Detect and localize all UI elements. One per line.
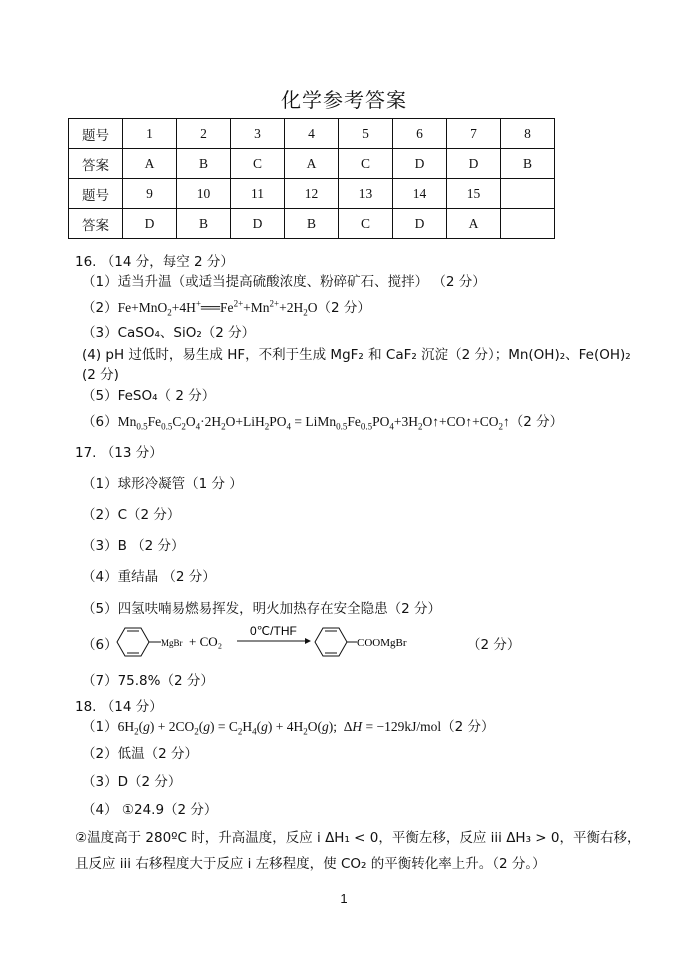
q18-part2: （2）低温（2 分）	[82, 746, 198, 762]
table-cell: 3	[231, 119, 285, 149]
reaction-condition: 0℃/THF	[250, 624, 297, 638]
row-label: 答案	[69, 209, 123, 239]
table-cell: D	[123, 209, 177, 239]
q16-part2: $(2)Fe+MnO_2+4H^+══Fe^{2+}+Mn^{2+}+2H_2O(2$ 分）	[82, 298, 371, 318]
table-cell: B	[177, 209, 231, 239]
page-title: 化学参考答案	[281, 88, 407, 112]
table-cell: D	[393, 209, 447, 239]
table-cell: 13	[339, 179, 393, 209]
table-cell: 14	[393, 179, 447, 209]
q16-part6: $(6)Mn_{0.5}Fe_{0.5}C_2O_4\cdot 2H_2O+LiH_2PO_4$ = $LiMn_{0.5}Fe_{0.5}PO_4+3H_2O↑+CO↑+CO_2↑(2$ 分）	[82, 414, 564, 432]
table-cell: B	[285, 209, 339, 239]
table-cell: 9	[123, 179, 177, 209]
table-cell	[501, 179, 555, 209]
table-cell: C	[231, 149, 285, 179]
table-cell: 15	[447, 179, 501, 209]
q16-part1: （1）适当升温（或适当提高硫酸浓度、粉碎矿石、搅拌） （2 分）	[82, 274, 486, 290]
table-cell: D	[231, 209, 285, 239]
table-cell: D	[393, 149, 447, 179]
row-label: 答案	[69, 149, 123, 179]
q16-part4: (4) pH 过低时，易生成 HF，不利于生成 MgF₂ 和 CaF₂ 沉淀（2 分）；Mn(OH)₂、Fe(OH)₂	[82, 347, 631, 363]
table-cell: 10	[177, 179, 231, 209]
q17-part1: （1）球形冷凝管（1 分 ）	[82, 476, 243, 492]
q18-part1: $(1)6H_2(g) + 2CO_2(g) = C_2H_4(g) + 4H_2O(g)$; ΔH = −129kJ/mol（2 分）	[82, 719, 495, 737]
q17-part6-label: （6）	[82, 637, 118, 653]
table-cell: C	[339, 149, 393, 179]
answer-table	[68, 118, 555, 239]
q16-header: 16. （14 分，每空 2 分）	[75, 254, 234, 270]
row-label: 题号	[69, 179, 123, 209]
page-number: 1	[340, 891, 348, 906]
table-cell: 8	[501, 119, 555, 149]
q17-header: 17. （13 分）	[75, 445, 163, 461]
q17-part2: （2）C（2 分）	[82, 507, 181, 523]
reaction-scheme	[105, 622, 525, 662]
table-cell: 4	[285, 119, 339, 149]
q17-part3: （3）B （2 分）	[82, 538, 185, 554]
q17-part5: （5）四氢呋喃易燃易挥发，明火加热存在安全隐患（2 分）	[82, 601, 441, 617]
table-cell: B	[177, 149, 231, 179]
q18-part4-explanation-2: 且反应 iii 右移程度大于反应 i 左移程度，使 CO₂ 的平衡转化率上升。（2 分。）	[75, 856, 546, 872]
q18-part4: （4） ①24.9（2 分）	[82, 802, 218, 818]
table-cell: 5	[339, 119, 393, 149]
table-cell: 1	[123, 119, 177, 149]
product-label: COOMgBr	[357, 637, 407, 649]
q18-part3: （3）D（2 分）	[82, 774, 182, 790]
table-cell: B	[501, 149, 555, 179]
q17-part6-score: （2 分）	[467, 637, 521, 653]
table-cell: 11	[231, 179, 285, 209]
benzene-ring-reactant	[117, 628, 161, 656]
table-cell: D	[447, 149, 501, 179]
q17-part4: （4）重结晶 （2 分）	[82, 569, 216, 585]
q18-part4-explanation-1: ②温度高于 280ºC 时，升高温度，反应 i ΔH₁ < 0，平衡左移，反应 iii ΔH₃ > 0，平衡右移，	[75, 830, 641, 846]
table-cell: A	[123, 149, 177, 179]
q16-part3: （3）CaSO₄、SiO₂（2 分）	[82, 325, 256, 341]
q16-part5: （5）FeSO₄（ 2 分）	[82, 388, 216, 404]
table-cell: A	[285, 149, 339, 179]
q16-part4-score: (2 分)	[82, 367, 119, 383]
row-label: 题号	[69, 119, 123, 149]
reagent-label: MgBr	[161, 638, 183, 648]
arrow-head-icon	[305, 638, 311, 644]
table-row	[69, 209, 555, 239]
table-cell: 2	[177, 119, 231, 149]
table-cell: 6	[393, 119, 447, 149]
table-cell: A	[447, 209, 501, 239]
benzene-ring-product	[315, 628, 357, 656]
table-cell	[501, 209, 555, 239]
q18-header: 18. （14 分）	[75, 699, 163, 715]
table-cell: C	[339, 209, 393, 239]
table-cell: 7	[447, 119, 501, 149]
table-row	[69, 179, 555, 209]
co2-label: + CO₂	[189, 634, 223, 649]
table-row	[69, 149, 555, 179]
q17-part7: （7）75.8%（2 分）	[82, 673, 214, 689]
table-cell: 12	[285, 179, 339, 209]
table-row	[69, 119, 555, 149]
